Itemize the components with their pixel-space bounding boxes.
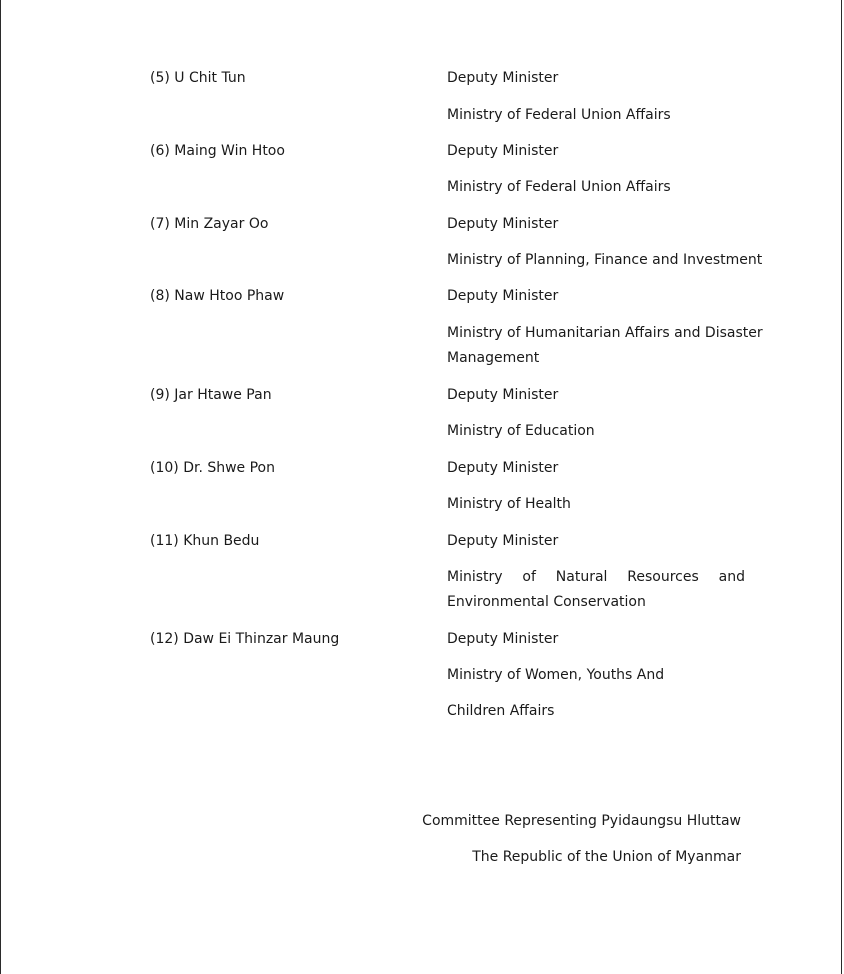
appointee-title: Deputy Minister	[447, 70, 559, 86]
appointee-name: (10) Dr. Shwe Pon	[150, 460, 275, 476]
appointee-name: (8) Naw Htoo Phaw	[150, 288, 285, 304]
appointee-ministry: Ministry of Health	[447, 496, 571, 512]
appointee-ministry: Ministry of Education	[447, 423, 595, 439]
appointee-title: Deputy Minister	[447, 460, 559, 476]
appointee-name: (9) Jar Htawe Pan	[150, 387, 272, 403]
appointee-ministry-line1: Ministry of Humanitarian Affairs and Disaster	[447, 325, 763, 341]
appointee-title: Deputy Minister	[447, 387, 559, 403]
appointee-name: (7) Min Zayar Oo	[150, 216, 269, 232]
ministry-word: Ministry	[447, 569, 503, 585]
appointee-title: Deputy Minister	[447, 288, 559, 304]
signature-republic: The Republic of the Union of Myanmar	[472, 849, 741, 865]
ministry-word: of	[522, 569, 536, 585]
ministry-word: and	[718, 569, 745, 585]
appointee-title: Deputy Minister	[447, 631, 559, 647]
appointee-ministry: Ministry of Federal Union Affairs	[447, 179, 671, 195]
appointee-title: Deputy Minister	[447, 533, 559, 549]
appointee-name: (6) Maing Win Htoo	[150, 143, 285, 159]
appointee-name: (5) U Chit Tun	[150, 70, 246, 86]
appointee-title: Deputy Minister	[447, 216, 559, 232]
appointee-ministry-line2: Children Affairs	[447, 703, 555, 719]
appointee-title: Deputy Minister	[447, 143, 559, 159]
appointee-name: (11) Khun Bedu	[150, 533, 260, 549]
appointee-ministry: Ministry of Federal Union Affairs	[447, 107, 671, 123]
appointee-ministry-line1	[447, 568, 745, 586]
appointee-ministry: Ministry of Planning, Finance and Investment	[447, 252, 763, 268]
appointee-ministry-line2: Environmental Conservation	[447, 594, 646, 610]
appointee-name: (12) Daw Ei Thinzar Maung	[150, 631, 340, 647]
appointee-ministry-line2: Management	[447, 350, 540, 366]
appointee-ministry-line1: Ministry of Women, Youths And	[447, 667, 665, 683]
signature-committee: Committee Representing Pyidaungsu Hluttaw	[422, 813, 741, 829]
ministry-word: Resources	[627, 569, 699, 585]
ministry-word: Natural	[555, 569, 608, 585]
